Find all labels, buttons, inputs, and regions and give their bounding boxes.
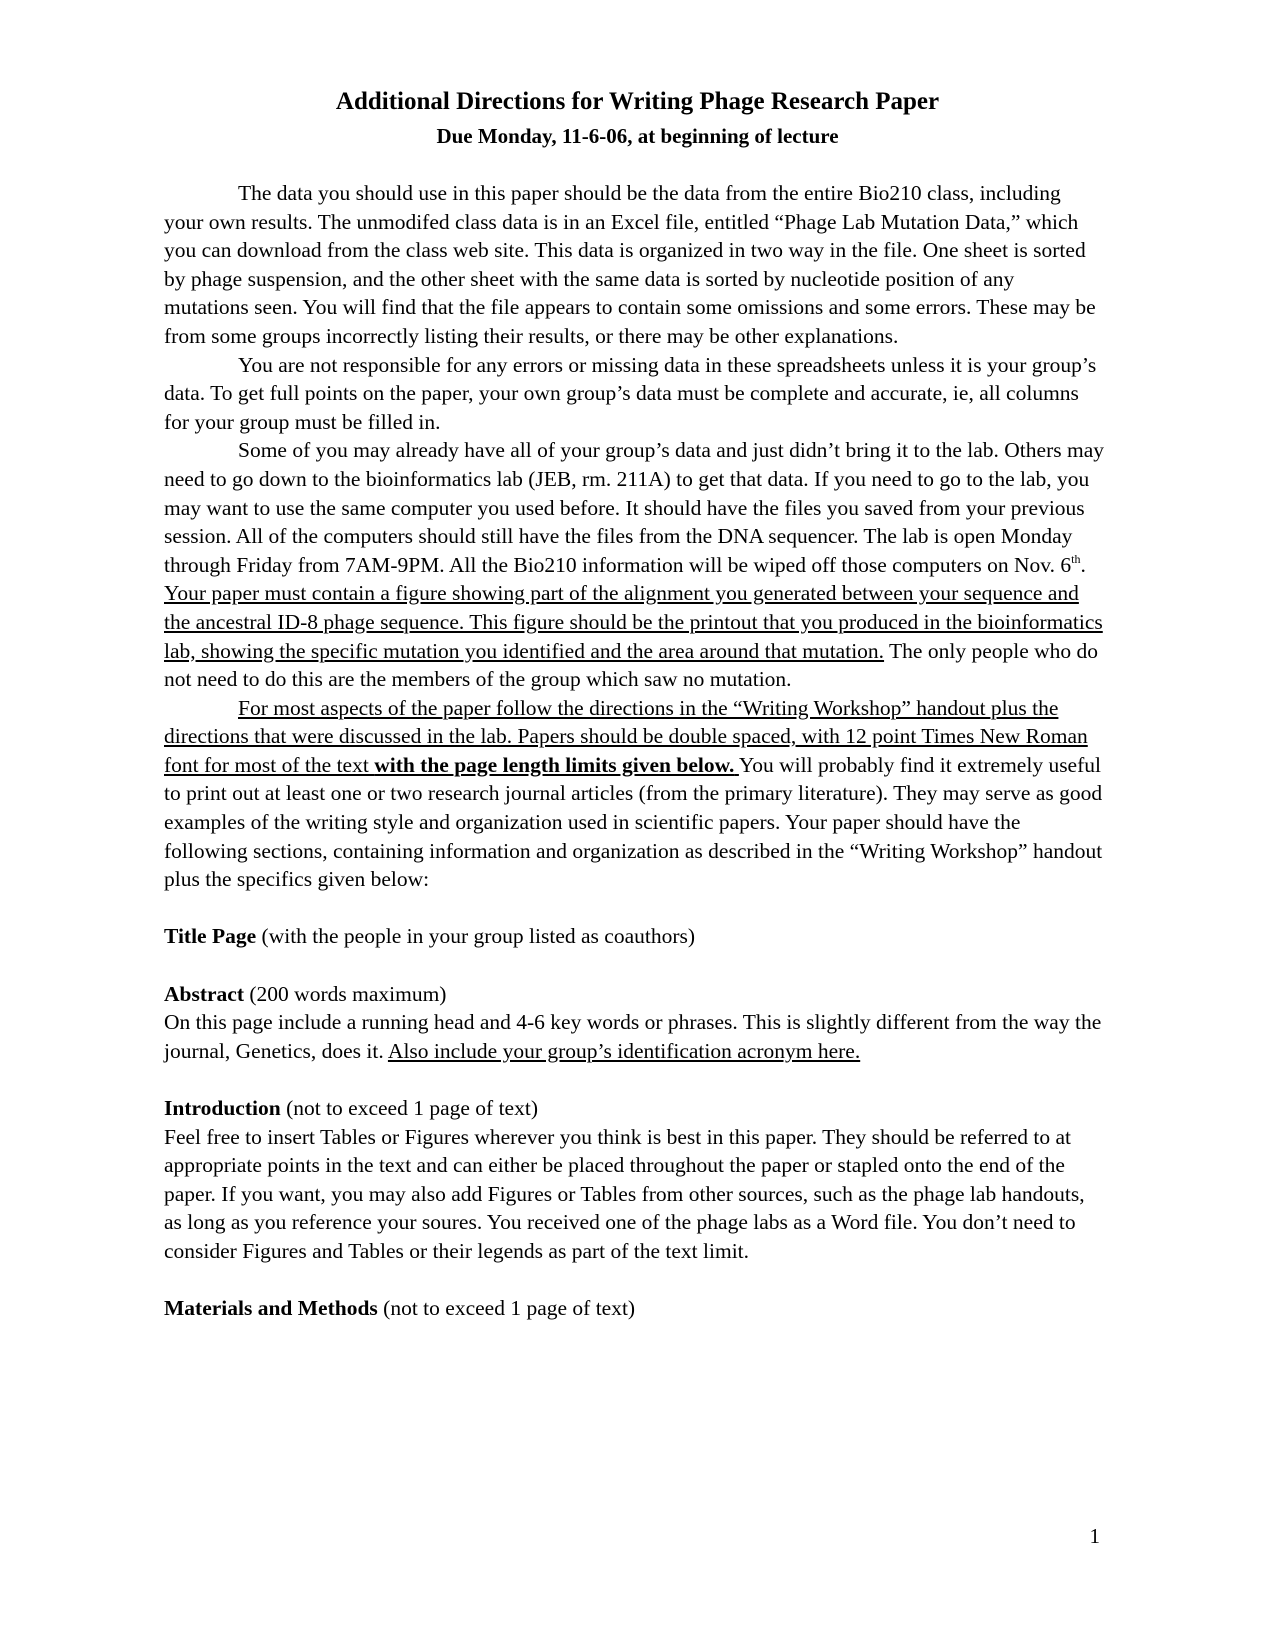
- lab-access-text-3: The only people who do not need to do this are the members of the group which saw no mutation.: [164, 638, 1099, 692]
- due-date-subtitle: Due Monday, 11-6-06, at beginning of lecture: [436, 124, 839, 148]
- paragraph-lab-access: [164, 436, 1104, 693]
- abstract-body: On this page include a running head and 4-6 key words or phrases. This is slightly different from the way the journal, Genetics, does it.: [164, 1010, 1102, 1063]
- abstract-acronym-underlined: Also include your group’s identification acronym here.: [387, 1038, 861, 1063]
- section-introduction: [164, 1094, 1104, 1123]
- section-heading-title-page: Title Page: [164, 924, 257, 949]
- page-title: Additional Directions for Writing Phage Research Paper: [335, 88, 940, 115]
- section-note-title-page: (with the people in your group listed as coauthors): [256, 924, 696, 949]
- document-body: [164, 179, 1104, 1323]
- lab-access-text-2: .: [1080, 552, 1086, 577]
- abstract-text: [164, 1008, 1104, 1065]
- superscript-th: th: [1071, 551, 1081, 566]
- paragraph-data-source: The data you should use in this paper should be the data from the entire Bio210 class, including your own results. The unmodifed class data is in an Excel file, entitled “Phage Lab Mutation Data,” which you can download from the class web site. This data is organized in two way in the file. One sheet is sorted by phage suspension, and the other sheet with the same data is sorted by nucleotide position of any mutations seen. You will find that the file appears to contain some omissions and some errors. These may be from some groups incorrectly listing their results, or there may be other explanations.: [164, 181, 1096, 348]
- section-note-introduction: (not to exceed 1 page of text): [280, 1096, 538, 1120]
- section-note-abstract: (200 words maximum): [244, 981, 447, 1006]
- section-methods: [164, 1294, 1104, 1323]
- lab-access-text: Some of you may already have all of your group’s data and just didn’t bring it to the lab. Others may need to go down to the bioinformatics lab (JEB, rm. 211A) to get that data. If you need to go to the lab, you may want to use the same computer you used before. It should have the files you saved from your previous session. All of the computers should still have the files from the DNA sequencer. The lab is open Monday through Friday from 7AM-9PM. All the Bio210 information will be wiped off those computers on Nov. 6: [164, 438, 1104, 577]
- paragraph-responsibility: You are not responsible for any errors or missing data in these spreadsheets unless it is your group’s data. To get full points on the paper, your own group’s data must be complete and accurate, ie, all columns for your group must be filled in.: [164, 352, 1097, 434]
- introduction-text: Feel free to insert Tables or Figures wherever you think is best in this paper. They should be referred to at appropriate points in the text and can either be placed throughout the paper or stapled onto the end of the paper. If you want, you may also add Figures or Tables from other sources, such as the phage lab handouts, as long as you reference your soures. You received one of the phage labs as a Word file. You don’t need to consider Figures and Tables or their legends as part of the text limit.: [164, 1124, 1085, 1263]
- page-number: 1: [1089, 1524, 1100, 1548]
- section-abstract: [164, 980, 1104, 1009]
- section-title-page: [164, 922, 1104, 951]
- paragraph-formatting: [164, 694, 1104, 894]
- section-heading-abstract: Abstract: [164, 981, 245, 1006]
- section-note-methods: (not to exceed 1 page of text): [377, 1296, 636, 1321]
- section-heading-introduction: Introduction: [164, 1096, 281, 1120]
- figure-requirement-underlined: Your paper must contain a figure showing part of the alignment you generated between your sequence and the ancestral ID-8 phage sequence. This figure should be the printout that you produced in the bioinformatics lab, showing the specific mutation you identified and the area around that mutation.: [164, 581, 1103, 663]
- page-limits-bold: with the page length limits given below.: [374, 752, 735, 777]
- section-heading-methods: Materials and Methods: [164, 1296, 378, 1321]
- formatting-underlined: For most aspects of the paper follow the directions in the “Writing Workshop” handout plus the directions that were discussed in the lab. Papers should be double spaced, with 12 point Times New Roman font for most of the text: [164, 695, 1088, 777]
- formatting-rest: You will probably find it extremely useful to print out at least one or two research journal articles (from the primary literature). They may serve as good examples of the writing style and organization used in scientific papers. Your paper should have the following sections, containing information and organization as described in the “Writing Workshop” handout plus the specifics given below:: [164, 752, 1103, 892]
